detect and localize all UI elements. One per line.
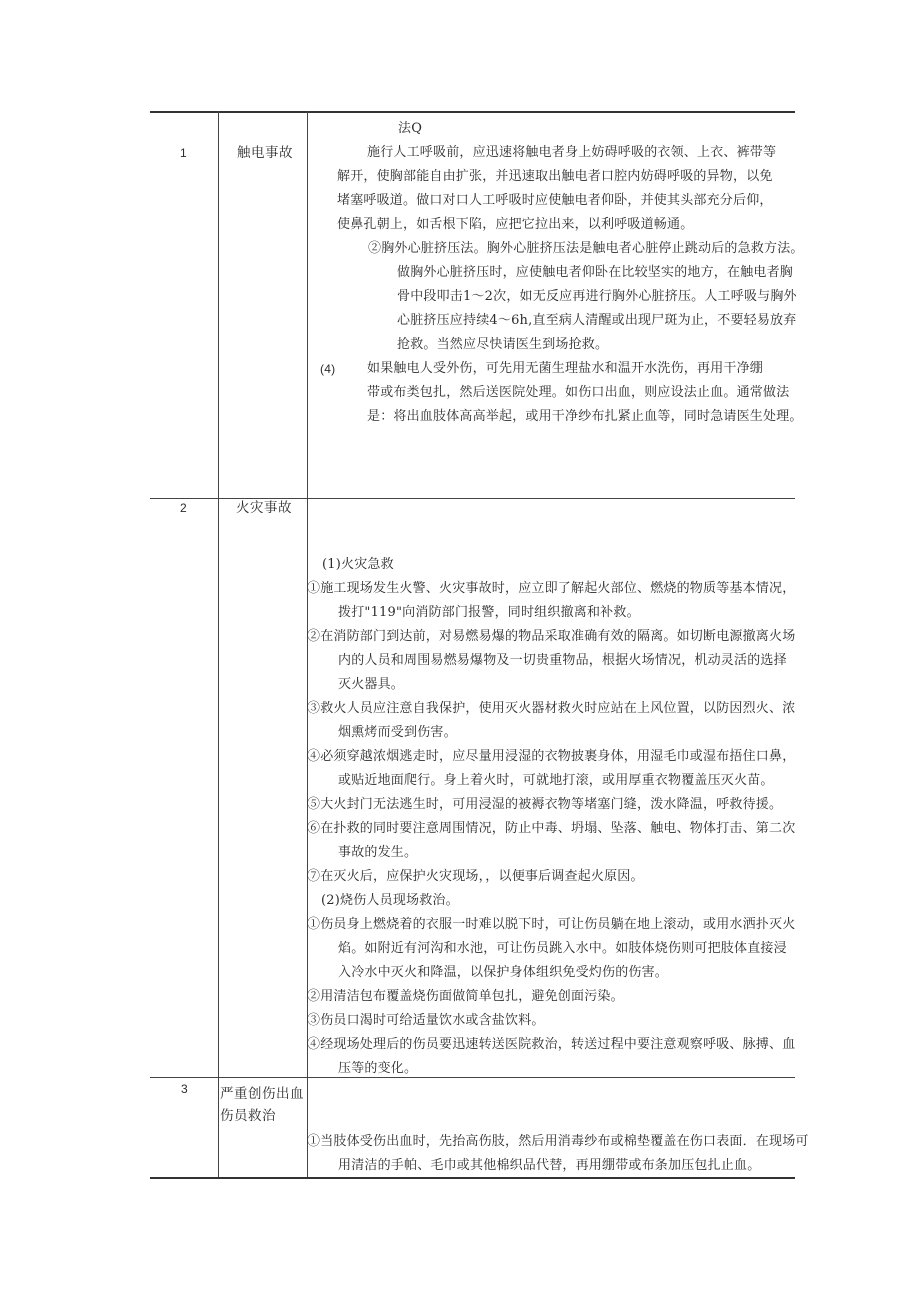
text-line: (1)火灾急救 <box>322 557 394 572</box>
text-line: 烟熏烤而受到伤害。 <box>338 725 457 740</box>
text-line: 焰。如附近有河沟和水池，可让伤员跳入水中。如肢体烧伤则可把肢体直接浸 <box>338 941 787 956</box>
row-number: 2 <box>180 501 187 515</box>
text-line: 心脏挤压应持续4～6h,直至病人清醒或出现尸斑为止，不要轻易放弃 <box>397 313 797 328</box>
text-line: 解开，使胸部能自由扩张，并迅速取出触电者口腔内妨碍呼吸的异物，以免 <box>337 169 773 184</box>
row-category-line-1: 严重创伤出血 <box>220 1086 304 1102</box>
text-line: 或贴近地面爬行。身上着火时，可就地打滚，或用厚重衣物覆盖压灭火苗。 <box>338 773 774 788</box>
row-divider-1 <box>150 498 795 499</box>
text-line: ①伤员身上燃烧着的衣服一时难以脱下时，可让伤员躺在地上滚动，或用水洒扑灭火 <box>307 917 796 932</box>
text-line: 是：将出血肢体高高举起，或用干净纱布扎紧止血等，同时急请医生处理。 <box>367 409 803 424</box>
table-top-rule <box>150 111 795 113</box>
text-line: 拨打"119"向消防部门报警，同时组织撤离和补救。 <box>338 605 640 620</box>
text-line: ⑤大火封门无法逃生时，可用浸湿的被褥衣物等堵塞门缝，泼水降温，呼救待援。 <box>307 797 783 812</box>
text-line: 用清洁的手帕、毛巾或其他棉织品代替，再用绷带或布条加压包扎止血。 <box>338 1158 761 1173</box>
text-line: (2)烧伤人员现场救治。 <box>321 893 459 908</box>
item-marker: (4) <box>320 362 336 376</box>
text-line: 抢救。当然应尽快请医生到场抢救。 <box>397 337 609 352</box>
row-category-line-2: 伤员救治 <box>220 1108 276 1124</box>
row-category: 触电事故 <box>237 145 293 161</box>
text-line: ⑥在扑救的同时要注意周围情况，防止中毒、坍塌、坠落、触电、物体打击、第二次 <box>307 821 796 836</box>
text-line: ④经现场处理后的伤员要迅速转送医院救治，转送过程中要注意观察呼吸、脉搏、血 <box>307 1037 796 1052</box>
text-line: 骨中段叩击1～2次，如无反应再进行胸外心脏挤压。人工呼吸与胸外 <box>397 289 797 304</box>
text-line: 使鼻孔朝上，如舌根下陷，应把它拉出来，以利呼吸道畅通。 <box>337 217 694 232</box>
text-line: 堵塞呼吸道。做口对口人工呼吸时应使触电者仰卧，并使其头部充分后仰， <box>337 193 773 208</box>
text-line: ②在消防部门到达前，对易燃易爆的物品采取准确有效的隔离。如切断电源撤离火场 <box>307 629 796 644</box>
text-line: ④必须穿越浓烟逃走时，应尽量用浸湿的衣物披裹身体，用湿毛巾或湿布捂住口鼻， <box>307 749 796 764</box>
text-line: 入冷水中灭火和降温，以保护身体组织免受灼伤的伤害。 <box>338 965 669 980</box>
text-line: 施行人工呼吸前，应迅速将触电者身上妨碍呼吸的衣领、上衣、裤带等 <box>367 145 777 160</box>
text-line: ②用清洁包布覆盖烧伤面做简单包扎，避免创面污染。 <box>307 989 624 1004</box>
row-number: 1 <box>180 146 187 160</box>
text-line: 如果触电人受外伤，可先用无菌生理盐水和温开水洗伤，再用干净绷 <box>367 361 764 376</box>
text-line: 内的人员和周围易燃易爆物及一切贵重物品，根据火场情况，机动灵活的选择 <box>338 653 787 668</box>
text-line: ①当肢体受伤出血时，先抬高伤肢，然后用消毒纱布或棉垫覆盖在伤口表面．在现场可 <box>307 1134 809 1149</box>
row-category: 火灾事故 <box>236 500 292 516</box>
table-bottom-rule <box>150 1177 795 1179</box>
text-line: ②胸外心脏挤压法。胸外心脏挤压法是触电者心脏停止跳动后的急救方法。 <box>368 241 804 256</box>
column-divider-1 <box>218 111 219 1177</box>
text-line: ③救火人员应注意自我保护，使用灭火器材救火时应站在上风位置，以防因烈火、浓 <box>307 701 796 716</box>
text-line: 灭火器具。 <box>338 677 405 692</box>
text-line: 做胸外心脏挤压时，应使触电者仰卧在比较坚实的地方，在触电者胸 <box>397 265 794 280</box>
text-line: ③伤员口渴时可给适量饮水或含盐饮料。 <box>307 1013 545 1028</box>
text-line: 法Q <box>398 121 423 136</box>
row-divider-2 <box>150 1077 795 1078</box>
text-line: ①施工现场发生火警、火灾事故时，应立即了解起火部位、燃烧的物质等基本情况， <box>307 581 796 596</box>
text-line: ⑦在灭火后，应保护火灾现场，，以便事后调查起火原因。 <box>307 869 644 884</box>
text-line: 带或布类包扎，然后送医院处理。如伤口出血，则应设法止血。通常做法 <box>367 385 790 400</box>
text-line: 事故的发生。 <box>338 845 418 860</box>
row-number: 3 <box>181 1082 188 1096</box>
text-line: 压等的变化。 <box>338 1061 418 1076</box>
